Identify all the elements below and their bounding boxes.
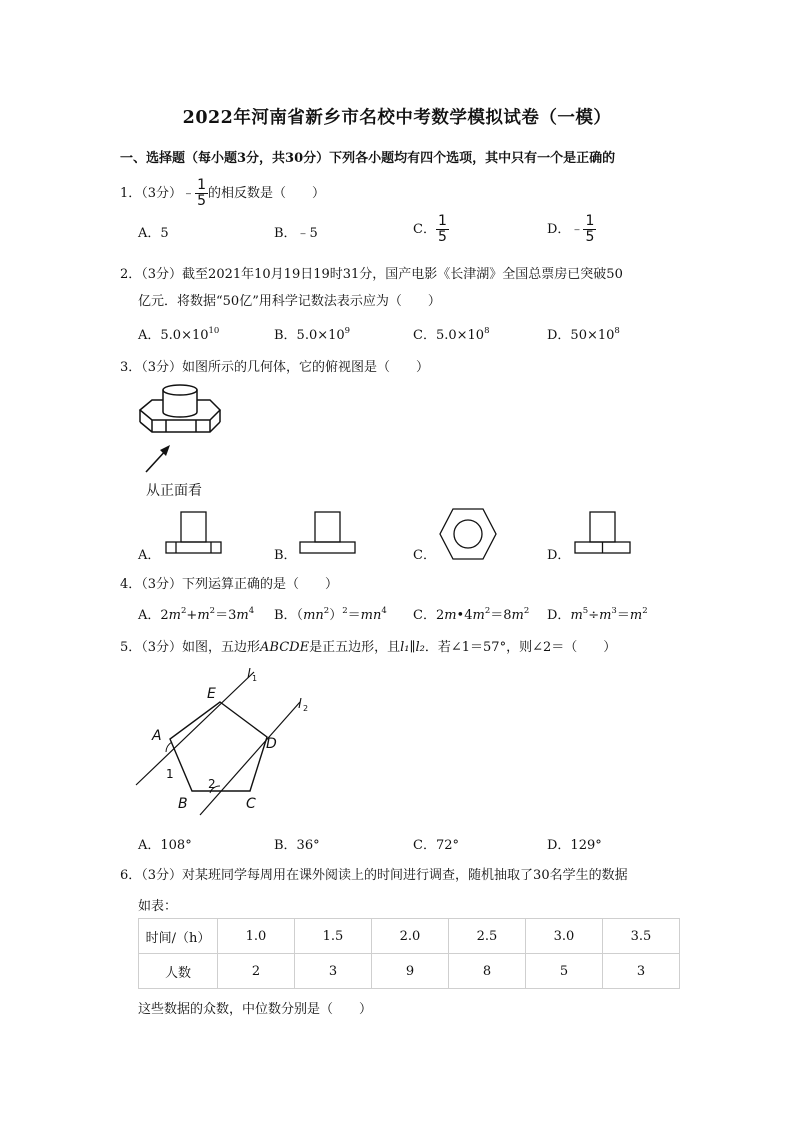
table-header-count: 人数 xyxy=(139,954,218,989)
table-cell: 5 xyxy=(526,954,603,989)
q1-option-a: A．5 xyxy=(138,226,169,241)
label-l2: l xyxy=(298,697,302,712)
q1-option-b: B．﹣5 xyxy=(274,226,318,241)
table-row xyxy=(139,919,680,954)
q3-option-b-label: B． xyxy=(274,548,297,563)
table-cell: 1.5 xyxy=(295,919,372,954)
question-3-stem: 3．（3分）如图所示的几何体，它的俯视图是（ ） xyxy=(120,360,430,375)
table-cell: 3 xyxy=(603,954,680,989)
q3-option-d-figure xyxy=(573,510,633,558)
label-C: C xyxy=(246,796,256,812)
table-row xyxy=(139,954,680,989)
label-E: E xyxy=(207,686,216,702)
q5-option-a: A．108° xyxy=(138,838,192,853)
question-2-line1: 2．（3分）截至2021年10月19日19时31分，国产电影《长津湖》全国总票房已突破50 xyxy=(120,267,623,282)
page-title: 2022年河南省新乡市名校中考数学模拟试卷（一模） xyxy=(182,108,612,128)
table-cell: 2.0 xyxy=(372,919,449,954)
table-cell: 2.5 xyxy=(449,919,526,954)
question-2-line2: 亿元．将数据“50亿”用科学记数法表示应为（ ） xyxy=(138,294,441,309)
q4-option-b: B．$(mn^2)^2=mn^4$ xyxy=(274,606,387,623)
q2-option-b: B．$5.0\times 10^9$ xyxy=(274,326,351,343)
q2-option-d: D．$50\times 10^8$ xyxy=(547,326,620,343)
question-4-stem: 4．（3分）下列运算正确的是（ ） xyxy=(120,577,339,592)
table-cell: 1.0 xyxy=(218,919,295,954)
table-cell: 3 xyxy=(295,954,372,989)
section-heading: 一、选择题（每小题3分，共30分）下列各小题均有四个选项，其中只有一个是正确的 xyxy=(120,151,616,166)
table-cell: 8 xyxy=(449,954,526,989)
question-5-stem: 5．（3分）如图，五边形ABCDE是正五边形，且l₁∥l₂．若∠1＝57°，则∠2＝（ ） xyxy=(120,640,617,655)
question-1-stem: 1．（3分）﹣ $\frac{1}{5}$ 的相反数是（ ） xyxy=(120,177,325,209)
table-cell: 9 xyxy=(372,954,449,989)
question-6-line3: 这些数据的众数，中位数分别是（ ） xyxy=(138,1002,373,1017)
q3-option-c-figure xyxy=(438,506,498,562)
view-direction-label: 从正面看 xyxy=(146,483,202,499)
label-B: B xyxy=(178,796,188,812)
q2-option-a: A．$5.0\times 10^{10}$ xyxy=(138,326,220,343)
q4-option-a: A．$2m^2+m^2=3m^4$ xyxy=(138,606,255,623)
q3-option-b-figure xyxy=(298,510,358,558)
table-cell: 2 xyxy=(218,954,295,989)
label-l1-sub: 1 xyxy=(252,674,258,683)
q5-option-c: C．72° xyxy=(413,838,459,853)
label-angle-2: 2 xyxy=(208,777,216,791)
q4-option-d: D．$m^5\div m^3=m^2$ xyxy=(547,606,648,623)
reading-time-table xyxy=(138,918,680,989)
q1-option-d: D．﹣ $\frac{1}{5}$ xyxy=(547,213,595,245)
q5-option-d: D．129° xyxy=(547,838,602,853)
table-cell: 3.5 xyxy=(603,919,680,954)
fraction-one-fifth: $\frac{1}{5}$ xyxy=(197,177,206,209)
label-l2-sub: 2 xyxy=(303,704,309,713)
pentagon-figure xyxy=(130,660,330,825)
question-6-line1: 6．（3分）对某班同学每周用在课外阅读上的时间进行调查，随机抽取了30名学生的数据 xyxy=(120,868,628,883)
label-l1: l xyxy=(247,667,251,682)
question-6-line2: 如表： xyxy=(138,899,178,914)
q3-option-c-label: C． xyxy=(413,548,436,563)
label-angle-1: 1 xyxy=(166,767,174,781)
table-header-time: 时间/（h） xyxy=(139,919,218,954)
q1-option-c: C． $\frac{1}{5}$ xyxy=(413,213,447,245)
q3-option-a-label: A． xyxy=(138,548,161,563)
q2-option-c: C．$5.0\times 10^8$ xyxy=(413,326,490,343)
q4-option-c: C．$2m•4m^2=8m^2$ xyxy=(413,606,530,623)
q3-option-a-figure xyxy=(164,510,224,558)
table-cell: 3.0 xyxy=(526,919,603,954)
label-D: D xyxy=(266,736,277,752)
q5-option-b: B．36° xyxy=(274,838,320,853)
label-A: A xyxy=(152,728,162,744)
q3-option-d-label: D． xyxy=(547,548,571,563)
